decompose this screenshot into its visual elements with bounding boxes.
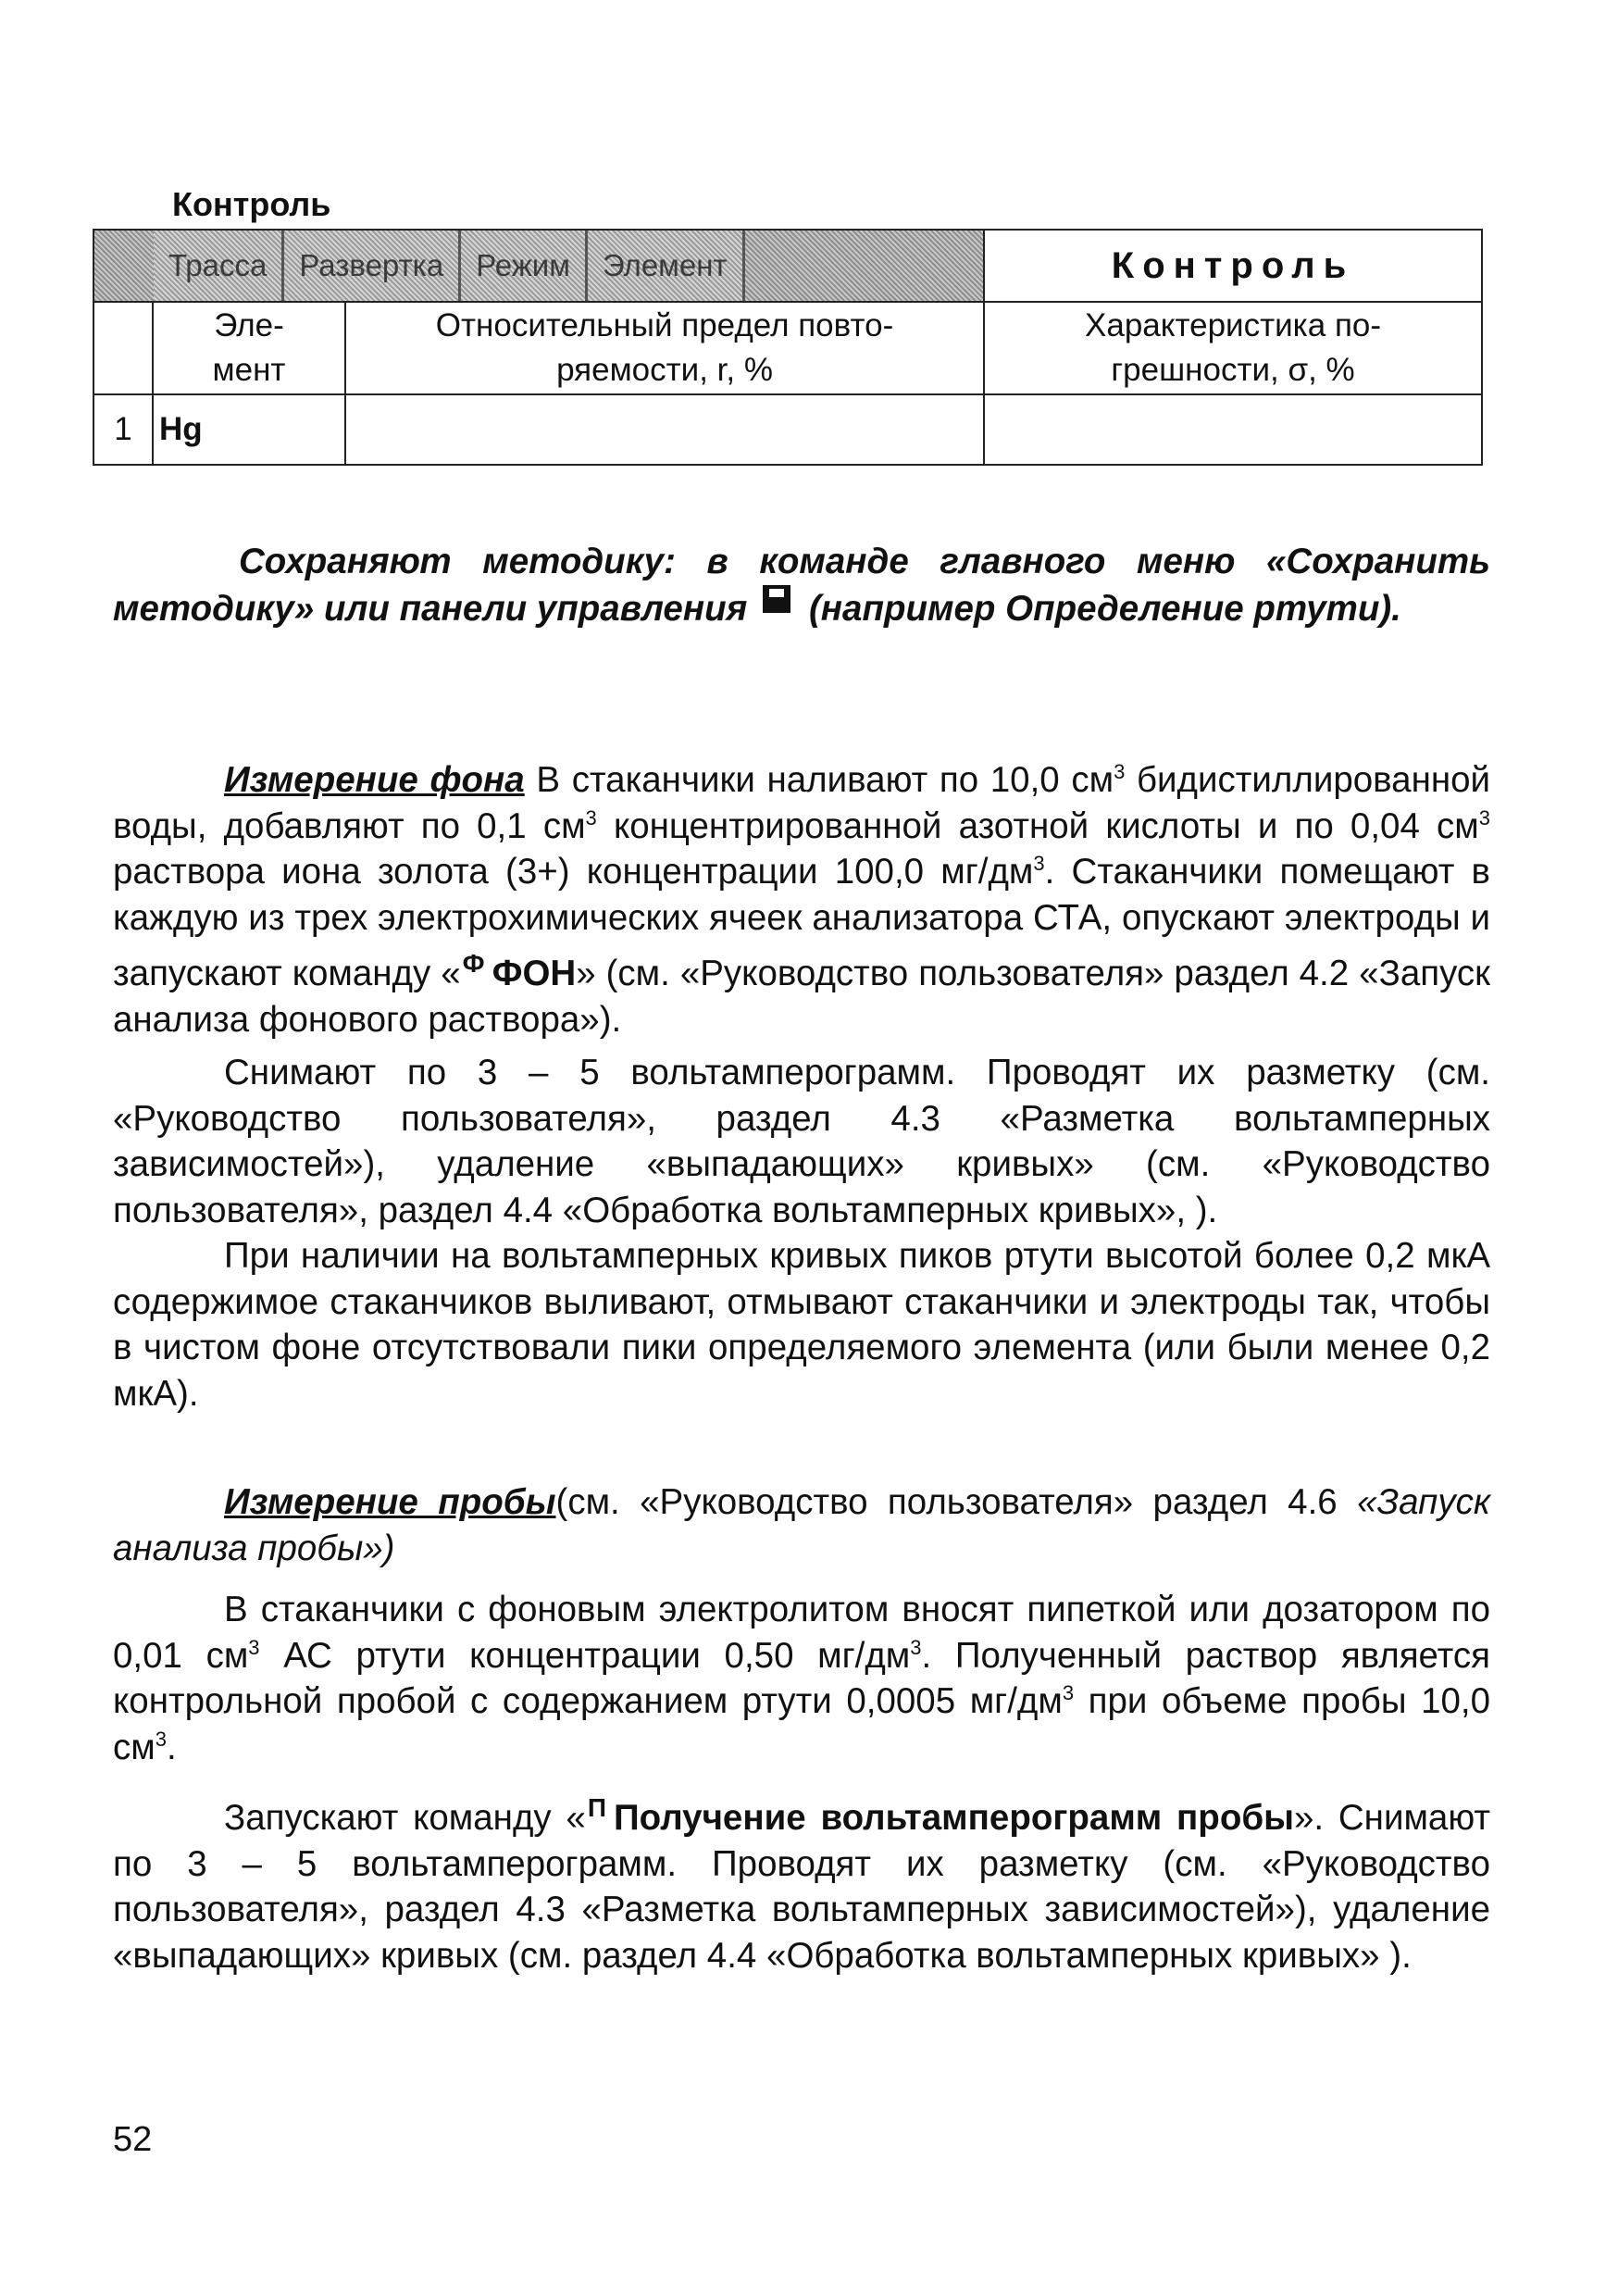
cell-error[interactable] xyxy=(984,394,1482,465)
background-paragraph-2: Снимают по 3 – 5 вольтамперограмм. Проводят их разметку (см. «Руководство пользователя», раздел 4.3 «Разметка вольтамперных зависимостей»), удаление «выпадающих» кривых» (см. «Руководство пользователя», раздел 4.4 «Обработка вольтамперных кривых», ). xyxy=(113,1053,1490,1230)
column-header-element: Эле- мент xyxy=(153,302,345,394)
background-command-label[interactable]: ФОН xyxy=(492,954,577,993)
row-number: 1 xyxy=(93,394,153,465)
save-instruction xyxy=(113,539,1490,631)
superscript: 3 xyxy=(585,805,597,830)
tab-sweep[interactable]: Развертка xyxy=(284,231,461,301)
superscript: 3 xyxy=(248,1635,260,1659)
background-text: » (см. «Руководство пользователя» раздел 4.2 «Запуск анализа фонового раствора»). xyxy=(113,954,1490,1040)
background-text: концентрированной азотной кислоты и по 0,04 см xyxy=(596,805,1479,846)
tab-trace[interactable]: Трасса xyxy=(154,231,284,301)
save-example: (например Определение ртути). xyxy=(808,588,1401,629)
tab-bar xyxy=(93,230,984,302)
superscript: 3 xyxy=(1114,760,1126,784)
sample-command-label[interactable]: Получение вольтамперограмм пробы xyxy=(613,1798,1294,1838)
cell-element: Hg xyxy=(153,394,345,465)
sample-ref: (см. «Руководство пользователя» раздел 4.6 xyxy=(555,1482,1358,1522)
page-number: 52 xyxy=(113,2120,153,2159)
sample-text: ». Снимают по 3 – 5 вольтамперограмм. Проводят их разметку (см. «Руководство пользователя», раздел 4.3 «Разметка вольтамперных зависимостей»), удаление «выпадающих» кривых (см. раздел 4.4 «Обработка вольтамперных кривых» ). xyxy=(113,1798,1490,1976)
sample-text: . xyxy=(166,1727,177,1767)
column-header-error: Характеристика по- грешности, σ, % xyxy=(984,302,1482,394)
sample-text: . Полученный раствор является контрольной пробой с содержанием ртути 0,0005 мг/дм xyxy=(113,1635,1490,1721)
superscript: 3 xyxy=(155,1727,167,1751)
sample-text: при объеме пробы 10,0 см xyxy=(113,1681,1490,1767)
tab-mode[interactable]: Режим xyxy=(461,231,588,301)
sample-text: АС ртути концентрации 0,50 мг/дм xyxy=(259,1635,911,1676)
sample-paragraph-1 xyxy=(113,1587,1490,1770)
background-heading: Измерение фона xyxy=(224,760,525,800)
background-text: В стаканчики наливают по 10,0 см xyxy=(536,760,1114,800)
background-paragraph-1 xyxy=(113,757,1490,1042)
background-text: бидистиллированной воды, добавляют по 0,1 см xyxy=(113,760,1491,846)
sample-text: Запускают команду « xyxy=(224,1798,586,1838)
column-header-repeatability: Относительный предел повто- ряемости, r, % xyxy=(345,302,984,394)
background-text: раствора иона золота (3+) концентрации 100,0 мг/дм xyxy=(113,852,1034,892)
sample-heading: Измерение пробы xyxy=(224,1482,556,1522)
sample-paragraph-2 xyxy=(113,1785,1490,1978)
superscript: 3 xyxy=(1478,805,1490,830)
save-text: Сохраняют методику: в команде главного меню «Сохранить методику» или панели управления xyxy=(113,542,1490,629)
save-icon[interactable] xyxy=(763,585,790,613)
sample-command-icon[interactable]: П xyxy=(587,1793,606,1822)
cell-repeatability[interactable] xyxy=(345,394,984,465)
sample-text: В стаканчики с фоновым электролитом вносят пипеткой или дозатором по 0,01 см xyxy=(113,1590,1490,1676)
background-text: . Стаканчики помещают в каждую из трех электрохимических ячеек анализатора СТА, опускают электроды и запускают команду « xyxy=(113,852,1490,993)
sample-heading-paragraph xyxy=(113,1479,1490,1571)
tab-element[interactable]: Элемент xyxy=(588,231,745,301)
sample-ref-title: «Запуск анализа пробы») xyxy=(113,1482,1490,1568)
section-title: Контроль xyxy=(172,185,331,223)
superscript: 3 xyxy=(1062,1681,1075,1705)
superscript: 3 xyxy=(910,1635,922,1659)
background-command-icon[interactable]: Ф xyxy=(462,949,485,978)
superscript: 3 xyxy=(1033,852,1045,876)
row-number-header xyxy=(93,302,153,394)
tab-control-active[interactable]: Контроль xyxy=(984,230,1482,302)
control-table xyxy=(93,229,1483,466)
background-paragraph-3: При наличии на вольтамперных кривых пиков ртути высотой более 0,2 мкА содержимое стаканчиков выливают, отмывают стаканчики и электроды так, чтобы в чистом фоне отсутствовали пики определяемого элемента (или были менее 0,2 мкА). xyxy=(113,1236,1490,1414)
